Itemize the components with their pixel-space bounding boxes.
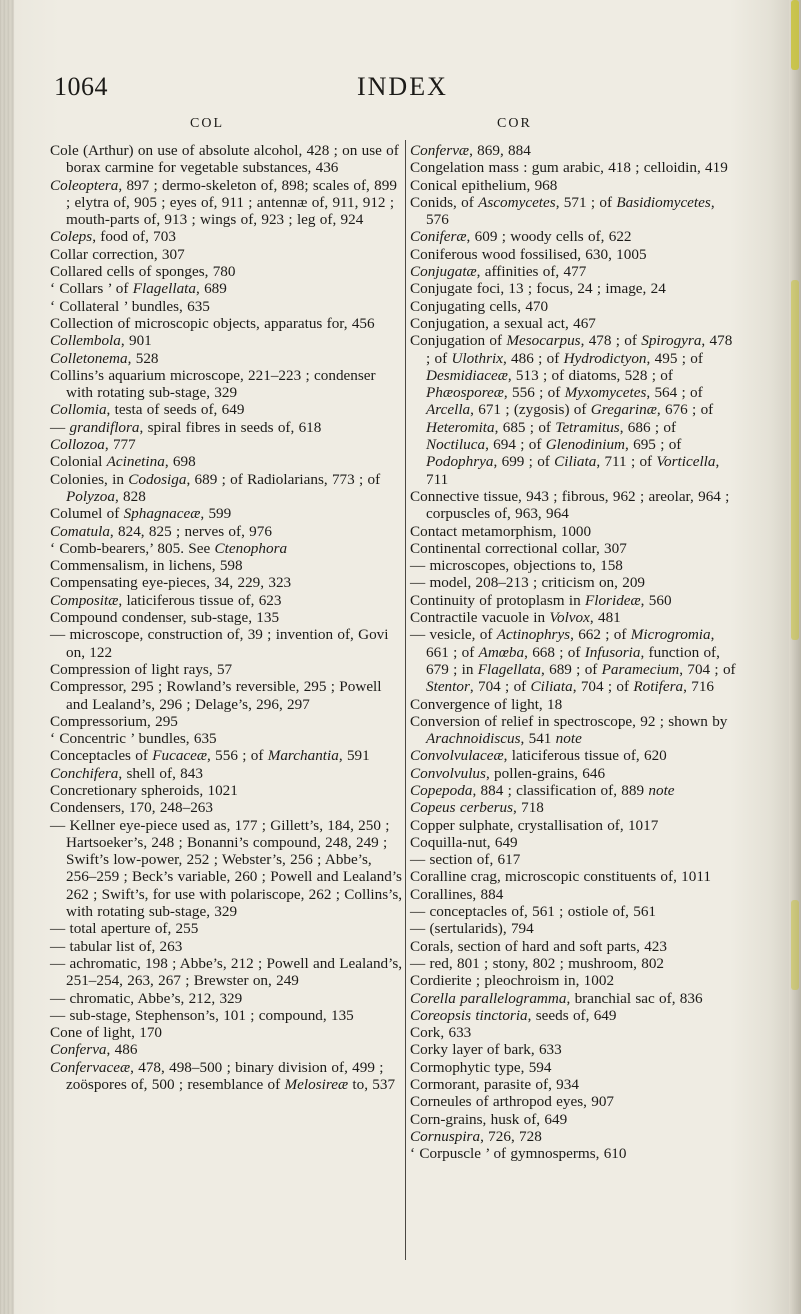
index-entry [50,557,403,574]
entry-text: , 824, 825 ; nerves of, 976 [109,522,272,540]
index-entry [50,713,403,730]
entry-italic-text: Conjugatæ [410,263,477,281]
entry-text: ‘ Corpuscle ’ of gymnosperms, 610 [410,1145,627,1163]
index-entry [410,523,740,540]
entry-text: Conversion of relief in spectroscope, 92 ; shown by [410,712,728,730]
entry-text: Coralline crag, microscopic constituents of, 1011 [410,868,711,886]
entry-text: — Kellner eye-piece used as, 177 ; Gillett’s, 184, 250 ; Hartsoeker’s, 248 ; Bonanni’s compound, 248, 249 ; Swift’s low-power, 252 ; Webster’s, 256 ; Abbe’s, 256–259 ; Beck’s variable, 260 ; Powell and Lealand’s 262 ; Swift’s, for use with polariscope, 262 ; Collins’s, with rotating sub-stage, 329 [50,816,403,921]
entry-text: , 828 [114,487,146,505]
entry-text: , 726, 728 [480,1127,542,1145]
page-gutter-edge [0,0,14,1314]
entry-italic-text: Paramecium [601,660,680,678]
index-entry [410,177,740,194]
entry-text: — conceptacles of, 561 ; ostiole of, 561 [410,903,657,921]
entry-text: , affinities of, 477 [476,263,587,281]
entry-text: , 481 [589,609,621,627]
index-entry [50,782,403,799]
entry-text: , 698 [164,453,196,471]
entry-text: — chromatic, Abbe’s, 212, 329 [50,989,243,1007]
entry-italic-text: Vorticella [656,453,716,471]
entry-italic-text: Ascomycetes [478,193,556,211]
index-entry [410,765,740,782]
entry-italic-text: Phæosporeæ [426,384,504,402]
index-entry [410,609,740,626]
index-entry [50,661,403,678]
index-entry [410,159,740,176]
entry-text: Coquilla-nut, 649 [410,833,518,851]
entry-text: Corn-grains, husk of, 649 [410,1110,568,1128]
index-entry [50,332,403,349]
entry-text: — red, 801 ; stony, 802 ; mushroom, 802 [410,954,665,972]
index-entry [410,488,740,523]
entry-italic-text: Myxomycetes [564,384,647,402]
index-entry [410,557,740,574]
entry-text: Collection of microscopic objects, apparatus for, 456 [50,314,375,332]
entry-italic-text: Collozoa [50,436,105,454]
entry-text: , 486 [106,1041,138,1059]
index-entry [410,799,740,816]
entry-text: Compound condenser, sub-stage, 135 [50,609,280,627]
entry-text: ‘ Concentric ’ bundles, 635 [50,730,217,748]
entry-text: Continuity of protoplasm in [410,591,585,609]
index-entry [410,298,740,315]
entry-text: , seeds of, 649 [527,1006,617,1024]
entry-italic-text: Gregarinæ [590,401,657,419]
entry-text: Compressor, 295 ; Rowland’s reversible, 295 ; Powell and Lealand’s, 296 ; Delage’s, 296, 297 [50,678,382,713]
edge-stain [791,900,799,990]
entry-text: Corky layer of bark, 633 [410,1041,562,1059]
entry-italic-text: Conchifera [50,764,119,782]
edge-stain [791,280,799,640]
index-entry [50,298,403,315]
entry-text: Condensers, 170, 248–263 [50,799,213,817]
entry-italic-text: Convolvulus [410,764,486,782]
entry-italic-text: note [555,730,582,748]
entry-text: Commensalism, in lichens, 598 [50,557,243,575]
entry-text: , testa of seeds of, 649 [106,401,245,419]
index-entry [410,782,740,799]
entry-text: , 591 [338,747,370,765]
index-entry [410,747,740,764]
index-entry [50,436,403,453]
entry-italic-text: Colletonema [50,349,128,367]
entry-text: , 486 ; of [502,349,564,367]
entry-text: , 901 [120,332,152,350]
entry-italic-text: Compositæ [50,591,119,609]
index-entry [410,834,740,851]
entry-text: Convergence of light, 18 [410,695,563,713]
entry-text: Cormophytic type, 594 [410,1058,552,1076]
entry-text: , 478 ; of [426,332,733,367]
entry-italic-text: Marchantia [267,747,339,765]
entry-italic-text: Confervaceæ [50,1058,131,1076]
index-entry [50,1041,403,1058]
entry-text: ‘ Comb-bearers,’ 805. See [50,539,215,557]
index-entry [410,1145,740,1162]
entry-text: to, 537 [348,1076,396,1094]
entry-text: , 686 ; of [619,418,677,436]
entry-italic-text: Codosiga [128,470,187,488]
right-column-head: COR [497,116,532,131]
entry-italic-text: Coniferæ [410,228,467,246]
index-entry [410,1128,740,1145]
index-entry [410,280,740,297]
index-entry [50,817,403,921]
entry-text: , 716 [683,678,715,696]
entry-text: — microscopes, objections to, 158 [410,557,623,575]
entry-text: — [50,418,70,436]
entry-italic-text: Sphagnaceæ [123,505,201,523]
index-entry [410,938,740,955]
entry-text: Conjugating cells, 470 [410,297,549,315]
entry-text: , 704 ; of [679,660,736,678]
index-entry [410,817,740,834]
index-entry [410,868,740,885]
index-entry [50,609,403,626]
entry-italic-text: Rotifera [633,678,684,696]
index-entry [410,142,740,159]
index-entry [410,972,740,989]
index-entry [50,228,403,245]
entry-text: , spiral fibres in seeds of, 618 [139,418,322,436]
entry-italic-text: Tetramitus [555,418,620,436]
entry-italic-text: grandiflora [69,418,140,436]
index-entry [50,955,403,990]
entry-text: , 699 ; of [493,453,555,471]
entry-italic-text: Confervæ [410,142,470,159]
entry-text: , 556 ; of [207,747,268,765]
index-entry [410,263,740,280]
entry-text: Corneules of arthropod eyes, 907 [410,1093,615,1111]
entry-text: Continental correctional collar, 307 [410,539,627,557]
entry-italic-text: Ctenophora [214,539,288,557]
entry-text: , 513 ; of diatoms, 528 ; of [507,366,673,384]
index-entry [50,592,403,609]
entry-text: Colonial [50,453,107,471]
entry-text: , 897 ; dermo-skeleton of, 898; scales of, 899 ; elytra of, 905 ; eyes of, 911 ; antennæ of, 911, 912 ; mouth-parts of, 913 ; wings of, 923 ; leg of, 924 [66,176,397,229]
index-entry [410,1111,740,1128]
entry-italic-text: Acinetina [106,453,165,471]
index-entry [410,626,740,695]
index-entry [50,990,403,1007]
entry-text: Connective tissue, 943 ; fibrous, 962 ; areolar, 964 ; corpuscles of, 963, 964 [410,487,730,523]
index-entry [50,747,403,764]
index-entry [50,730,403,747]
entry-text: , function of, 679 ; in [426,643,720,678]
index-entry [50,280,403,297]
entry-text: , pollen-grains, 646 [485,764,606,782]
entry-text: — achromatic, 198 ; Abbe’s, 212 ; Powell and Lealand’s, 251–254, 263, 267 ; Brewster on, 249 [50,954,403,990]
entry-text: , 560 [640,591,672,609]
index-entry [410,1076,740,1093]
index-entry [50,401,403,418]
index-entry [50,1007,403,1024]
entry-text: , 694 ; of [485,436,546,454]
entry-text: Conjugate foci, 13 ; focus, 24 ; image, 24 [410,280,666,298]
index-entry [410,1007,740,1024]
entry-text: Cone of light, 170 [50,1024,163,1042]
entry-text: , shell of, 843 [118,764,203,782]
entry-text: , 704 ; of [469,678,531,696]
entry-text: — vesicle, of [410,626,497,644]
entry-italic-text: Arcella [426,401,471,419]
entry-text: , 668 ; of [524,643,585,661]
entry-italic-text: Ulothrix [451,349,503,367]
entry-italic-text: Collomia [50,401,107,419]
entry-italic-text: Spirogyra [641,332,702,350]
entry-text: Corallines, 884 [410,885,504,903]
index-entry [410,1059,740,1076]
entry-text: , 556 ; of [503,384,565,402]
index-entry [50,453,403,470]
index-entry [50,350,403,367]
entry-text: , 689 ; of Radiolarians, 773 ; of [186,470,381,488]
index-entry [50,799,403,816]
entry-italic-text: Flagellata [132,280,196,298]
entry-italic-text: Polyzoa [66,487,115,505]
entry-text: Coniferous wood fossilised, 630, 1005 [410,245,647,263]
entry-italic-text: Florideæ [584,591,641,609]
entry-text: , 718 [513,799,544,817]
index-entry [50,938,403,955]
entry-text: , 564 ; of [646,384,703,402]
entry-text: Cormorant, parasite of, 934 [410,1076,579,1094]
index-entry [410,851,740,868]
index-entry [50,419,403,436]
index-entry [410,955,740,972]
entry-italic-text: Noctiluca [426,436,486,454]
entry-text: Corals, section of hard and soft parts, 423 [410,937,667,955]
entry-italic-text: Comatula [50,522,110,540]
index-entry [410,920,740,937]
entry-text: , 495 ; of [646,349,703,367]
entry-italic-text: Ciliata [554,453,597,471]
entry-text: Columel of [50,505,124,523]
entry-text: , laticiferous tissue of, 620 [503,747,667,765]
index-entry [50,246,403,263]
index-entry [50,142,403,177]
index-entry [50,505,403,522]
entry-text: Conical epithelium, 968 [410,176,558,194]
entry-italic-text: Infusoria [584,643,641,661]
entry-italic-text: Collembola [50,332,121,350]
index-entry [410,1024,740,1041]
page-fore-edge [789,0,801,1314]
entry-italic-text: Basidiomycetes [616,193,711,211]
index-entry [410,332,740,488]
entry-text: , 576 [426,193,715,229]
entry-text: , 599 [200,505,232,523]
entry-text: — sub-stage, Stephenson’s, 101 ; compound, 135 [50,1006,354,1024]
left-index-column [50,142,403,1093]
entry-text: Compressorium, 295 [50,712,178,730]
entry-italic-text: Coreopsis tinctoria [410,1006,528,1024]
index-entry [50,263,403,280]
entry-text: Conjugation, a sexual act, 467 [410,314,596,332]
edge-stain [791,0,799,70]
index-entry [410,903,740,920]
index-entry [50,765,403,782]
entry-italic-text: Arachnoidiscus [426,730,521,748]
entry-text: , food of, 703 [92,228,176,246]
index-entry [50,367,403,402]
entry-text: , 884 ; classification of, 889 [472,781,649,799]
index-entry [50,920,403,937]
entry-italic-text: Actinophrys [496,626,571,644]
index-entry [50,315,403,332]
entry-text: , 777 [104,436,136,454]
entry-italic-text: Glenodinium [545,436,626,454]
index-entry [410,696,740,713]
entry-text: , 711 [426,453,720,488]
entry-text: Concretionary spheroids, 1021 [50,781,238,799]
index-entry [50,678,403,713]
entry-text: — section of, 617 [410,851,521,869]
entry-text: , 869, 884 [469,142,531,159]
entry-text: Collins’s aquarium microscope, 221–223 ; condenser with rotating sub-stage, 329 [50,366,376,402]
entry-text: Collared cells of sponges, 780 [50,263,236,281]
entry-text: , 689 ; of [541,660,602,678]
entry-italic-text: Coleps [50,228,93,246]
entry-italic-text: Desmidiaceæ [426,366,508,384]
entry-text: , 704 ; of [572,678,634,696]
entry-text: Cole (Arthur) on use of absolute alcohol, 428 ; on use of borax carmine for vegetable substances, 436 [50,142,399,177]
index-entry [410,540,740,557]
index-entry [50,1059,403,1094]
entry-text: — total aperture of, 255 [50,920,199,938]
index-entry [410,228,740,245]
entry-text: Contractile vacuole in [410,609,550,627]
entry-italic-text: Heteromita [426,418,495,436]
entry-text: , 571 ; of [555,193,617,211]
entry-italic-text: Copeus cerberus [410,799,514,817]
entry-text: , 662 ; of [570,626,631,644]
entry-text: , 676 ; of [656,401,714,419]
entry-italic-text: Corella parallelogramma [410,989,567,1007]
entry-text: Conjugation of [410,332,507,350]
entry-italic-text: Cornuspira [410,1127,481,1145]
entry-text: Copper sulphate, crystallisation of, 1017 [410,816,659,834]
index-entry [50,471,403,506]
entry-text: , 478 ; of [580,332,642,350]
entry-text: Collar correction, 307 [50,245,185,263]
entry-text: ‘ Collateral ’ bundles, 635 [50,297,210,315]
entry-text: Compensating eye-pieces, 34, 229, 323 [50,574,292,592]
entry-text: Conids, of [410,193,479,211]
entry-italic-text: Flagellata [477,660,541,678]
index-entry [410,886,740,903]
column-divider [405,140,406,1260]
entry-text: — microscope, construction of, 39 ; invention of, Govi on, 122 [50,626,389,661]
entry-italic-text: Ciliata [530,678,573,696]
entry-text: , 478, 498–500 ; binary division of, 499 ; zoöspores of, 500 ; resemblance of [66,1058,384,1094]
entry-text: Congelation mass : gum arabic, 418 ; celloidin, 419 [410,159,728,177]
entry-text: — model, 208–213 ; criticism on, 209 [410,574,646,592]
index-entry [410,1041,740,1058]
index-entry [50,523,403,540]
entry-text: Colonies, in [50,470,129,488]
entry-italic-text: Copepoda [410,781,473,799]
index-entry [410,592,740,609]
index-entry [410,1093,740,1110]
entry-text: , 541 [520,730,556,748]
right-index-column [410,142,740,1163]
entry-italic-text: Volvox [549,609,590,627]
entry-text: , 711 ; of [596,453,657,471]
entry-text: , 689 [195,280,227,298]
entry-text: , 685 ; of [494,418,556,436]
entry-italic-text: Podophrya [426,453,494,471]
index-entry [410,713,740,748]
left-column-head: COL [190,116,224,131]
entry-italic-text: Melosireæ [284,1076,349,1094]
index-entry [410,246,740,263]
entry-text: , 695 ; of [625,436,682,454]
entry-italic-text: Hydrodictyon [563,349,647,367]
index-entry [410,990,740,1007]
entry-text: , 661 ; of [426,626,715,661]
entry-italic-text: Convolvulaceæ [410,747,504,765]
page-number: 1064 [54,72,108,101]
entry-italic-text: note [648,781,675,799]
index-entry [50,626,403,661]
entry-italic-text: Stentor [426,678,470,696]
entry-text: Conceptacles of [50,747,153,765]
entry-text: Compression of light rays, 57 [50,660,233,678]
entry-text: Cork, 633 [410,1024,472,1042]
index-entry [50,177,403,229]
entry-text: , branchial sac of, 836 [566,989,703,1007]
entry-italic-text: Amœba [478,643,525,661]
entry-italic-text: Coleoptera [50,176,119,194]
entry-text: ‘ Collars ’ of [50,280,133,298]
index-entry [50,1024,403,1041]
entry-text: — tabular list of, 263 [50,937,183,955]
index-entry [410,315,740,332]
index-entry [410,194,740,229]
entry-italic-text: Microgromia [630,626,711,644]
entry-italic-text: Conferva [50,1041,107,1059]
entry-text: , 528 [127,349,159,367]
index-entry [410,574,740,591]
entry-italic-text: Mesocarpus [506,332,581,350]
entry-text: Contact metamorphism, 1000 [410,522,592,540]
entry-text: — (sertularids), 794 [410,920,534,938]
entry-text: , laticiferous tissue of, 623 [118,591,282,609]
page-title: INDEX [357,72,448,101]
index-entry [50,540,403,557]
index-entry [50,574,403,591]
entry-italic-text: Fucaceæ [152,747,208,765]
entry-text: , 671 ; (zygosis) of [470,401,591,419]
entry-text: , 609 ; woody cells of, 622 [466,228,632,246]
entry-text: Cordierite ; pleochroism in, 1002 [410,972,615,990]
